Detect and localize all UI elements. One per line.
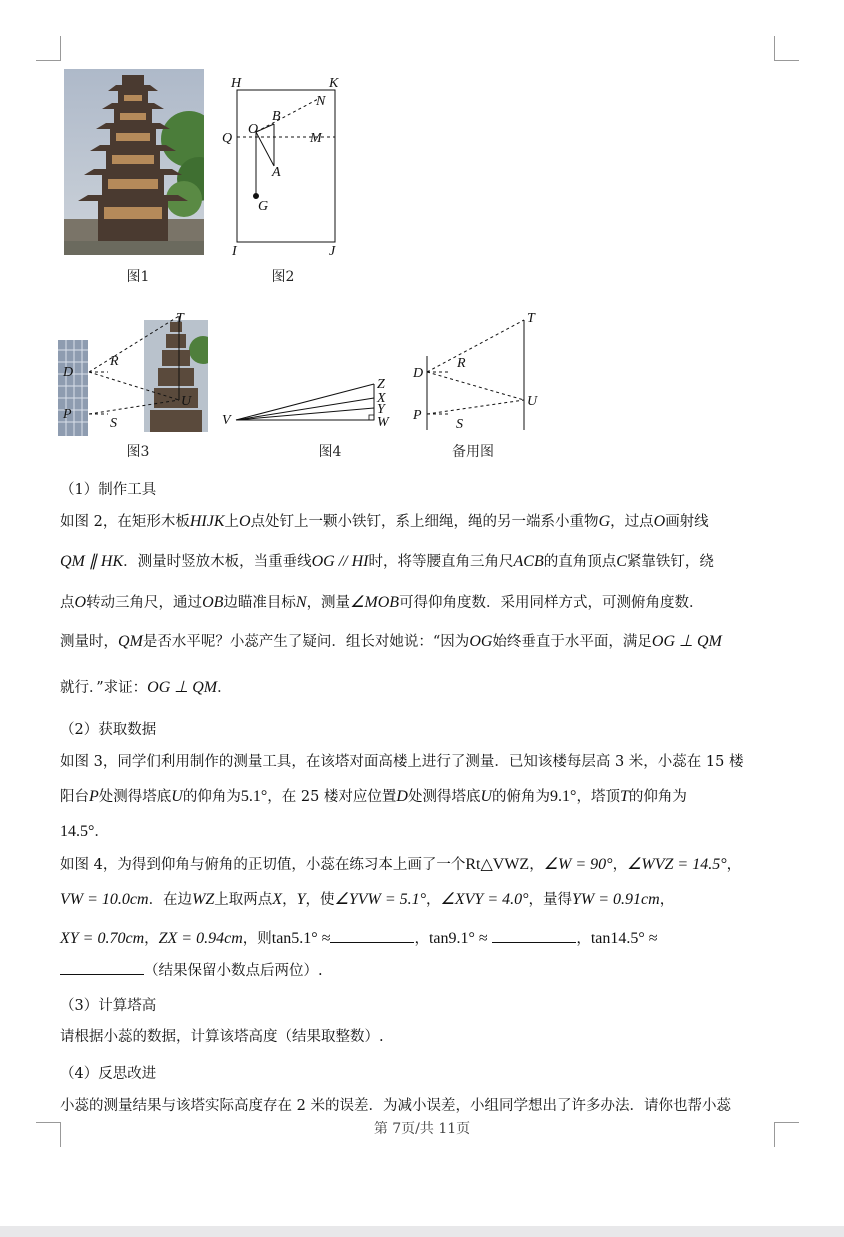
section-2-line-6: XY = 0.70cm，ZX = 0.94cm，则tan5.1° ≈ ，tan9.1° ≈ ，tan14.5° ≈ <box>60 926 780 949</box>
label-X: X <box>377 391 386 406</box>
section-3-line-1: 请根据小蕊的数据，计算该塔高度（结果取整数）. <box>60 1029 384 1045</box>
section-4-line-1: 小蕊的测量结果与该塔实际高度存在 2 米的误差．为减小误差，小组同学想出了许多办法．请你也帮小蕊 <box>60 1098 731 1114</box>
label-D: D <box>63 365 74 380</box>
section-2-line-7: （结果保留小数点后两位）. <box>60 958 780 981</box>
label-G: G <box>258 199 269 214</box>
section-2-line-5: VW = 10.0cm．在边WZ上取两点X，Y，使∠YVW = 5.1°，∠XVY = 4.0°，量得YW = 0.91cm， <box>60 891 675 908</box>
label-I: I <box>232 244 237 259</box>
figure-2-board-diagram <box>216 70 346 260</box>
label-O: O <box>248 122 259 137</box>
figure-3-measurement-scene <box>58 310 208 436</box>
figure-1-pagoda-photo <box>64 69 204 255</box>
page-number-footer: 第 7页/共 11页 <box>373 1121 471 1137</box>
answer-blank-tan9-1[interactable] <box>492 926 576 943</box>
answer-blank-tan5-1[interactable] <box>330 926 414 943</box>
section-1-line-3: 点O转动三角尺，通过OB边瞄准目标N，测量∠MOB可得仰角度数．采用同样方式，可测俯角度数． <box>60 594 704 611</box>
label-M: M <box>310 131 322 146</box>
label-P: P <box>413 408 422 423</box>
label-T: T <box>527 311 535 326</box>
label-W: W <box>377 415 389 430</box>
label-K: K <box>329 76 339 91</box>
label-V: V <box>222 413 231 428</box>
label-S: S <box>110 416 117 431</box>
section-1-line-5: 就行．”求证：OG ⊥ QM． <box>60 679 232 696</box>
label-Y: Y <box>377 402 385 417</box>
section-2-heading: （2）获取数据 <box>60 722 157 738</box>
backup-figure <box>408 310 548 436</box>
label-T: T <box>176 311 184 326</box>
page-corner-mark <box>774 36 799 61</box>
label-U: U <box>181 394 192 409</box>
section-2-line-3: 14.5°． <box>60 823 109 840</box>
section-1-line-2: QM ∥ HK．测量时竖放木板，当重垂线OG // HI时，将等腰直角三角尺ACB的直角顶点C紧靠铁钉，绕 <box>60 553 714 570</box>
section-2-line-2: 阳台P处测得塔底U的仰角为5.1°，在 25 楼对应位置D处测得塔底U的俯角为9.1°，塔顶T的仰角为 <box>60 788 687 805</box>
figure-3-caption: 图3 <box>126 444 150 460</box>
backup-figure-caption: 备用图 <box>452 444 494 460</box>
label-R: R <box>457 356 466 371</box>
section-1-heading: （1）制作工具 <box>60 482 157 498</box>
label-A: A <box>272 165 281 180</box>
section-3-heading: （3）计算塔高 <box>60 998 157 1014</box>
label-Q: Q <box>222 131 233 146</box>
label-H: H <box>231 76 242 91</box>
label-S: S <box>456 417 463 432</box>
figure-1-caption: 图1 <box>126 269 150 285</box>
label-B: B <box>272 109 281 124</box>
label-U: U <box>527 394 538 409</box>
figure-4-caption: 图4 <box>318 444 342 460</box>
label-J: J <box>329 244 336 259</box>
label-D: D <box>413 366 424 381</box>
section-4-heading: （4）反思改进 <box>60 1066 157 1082</box>
answer-blank-tan14-5[interactable] <box>60 958 144 975</box>
section-1-line-4: 测量时，QM是否水平呢？小蕊产生了疑问．组长对她说：“因为OG始终垂直于水平面，满足OG ⊥ QM <box>60 633 722 650</box>
window-bottom-bar <box>0 1226 844 1237</box>
section-2-line-1: 如图 3，同学们利用制作的测量工具，在该塔对面高楼上进行了测量．已知该楼每层高 3 米，小蕊在 15 楼 <box>60 754 744 770</box>
label-N: N <box>316 94 326 109</box>
label-R: R <box>110 354 119 369</box>
page-corner-mark <box>36 36 61 61</box>
section-2-line-4: 如图 4，为得到仰角与俯角的正切值，小蕊在练习本上画了一个Rt△VWZ，∠W = 90°，∠WVZ = 14.5°， <box>60 856 742 873</box>
label-P: P <box>63 407 72 422</box>
section-1-line-1: 如图 2，在矩形木板HIJK上O点处钉上一颗小铁钉，系上细绳，绳的另一端系小重物G，过点O画射线 <box>60 513 709 530</box>
figure-2-caption: 图2 <box>271 269 295 285</box>
figure-4-right-triangle <box>218 372 398 436</box>
label-Z: Z <box>377 377 385 392</box>
